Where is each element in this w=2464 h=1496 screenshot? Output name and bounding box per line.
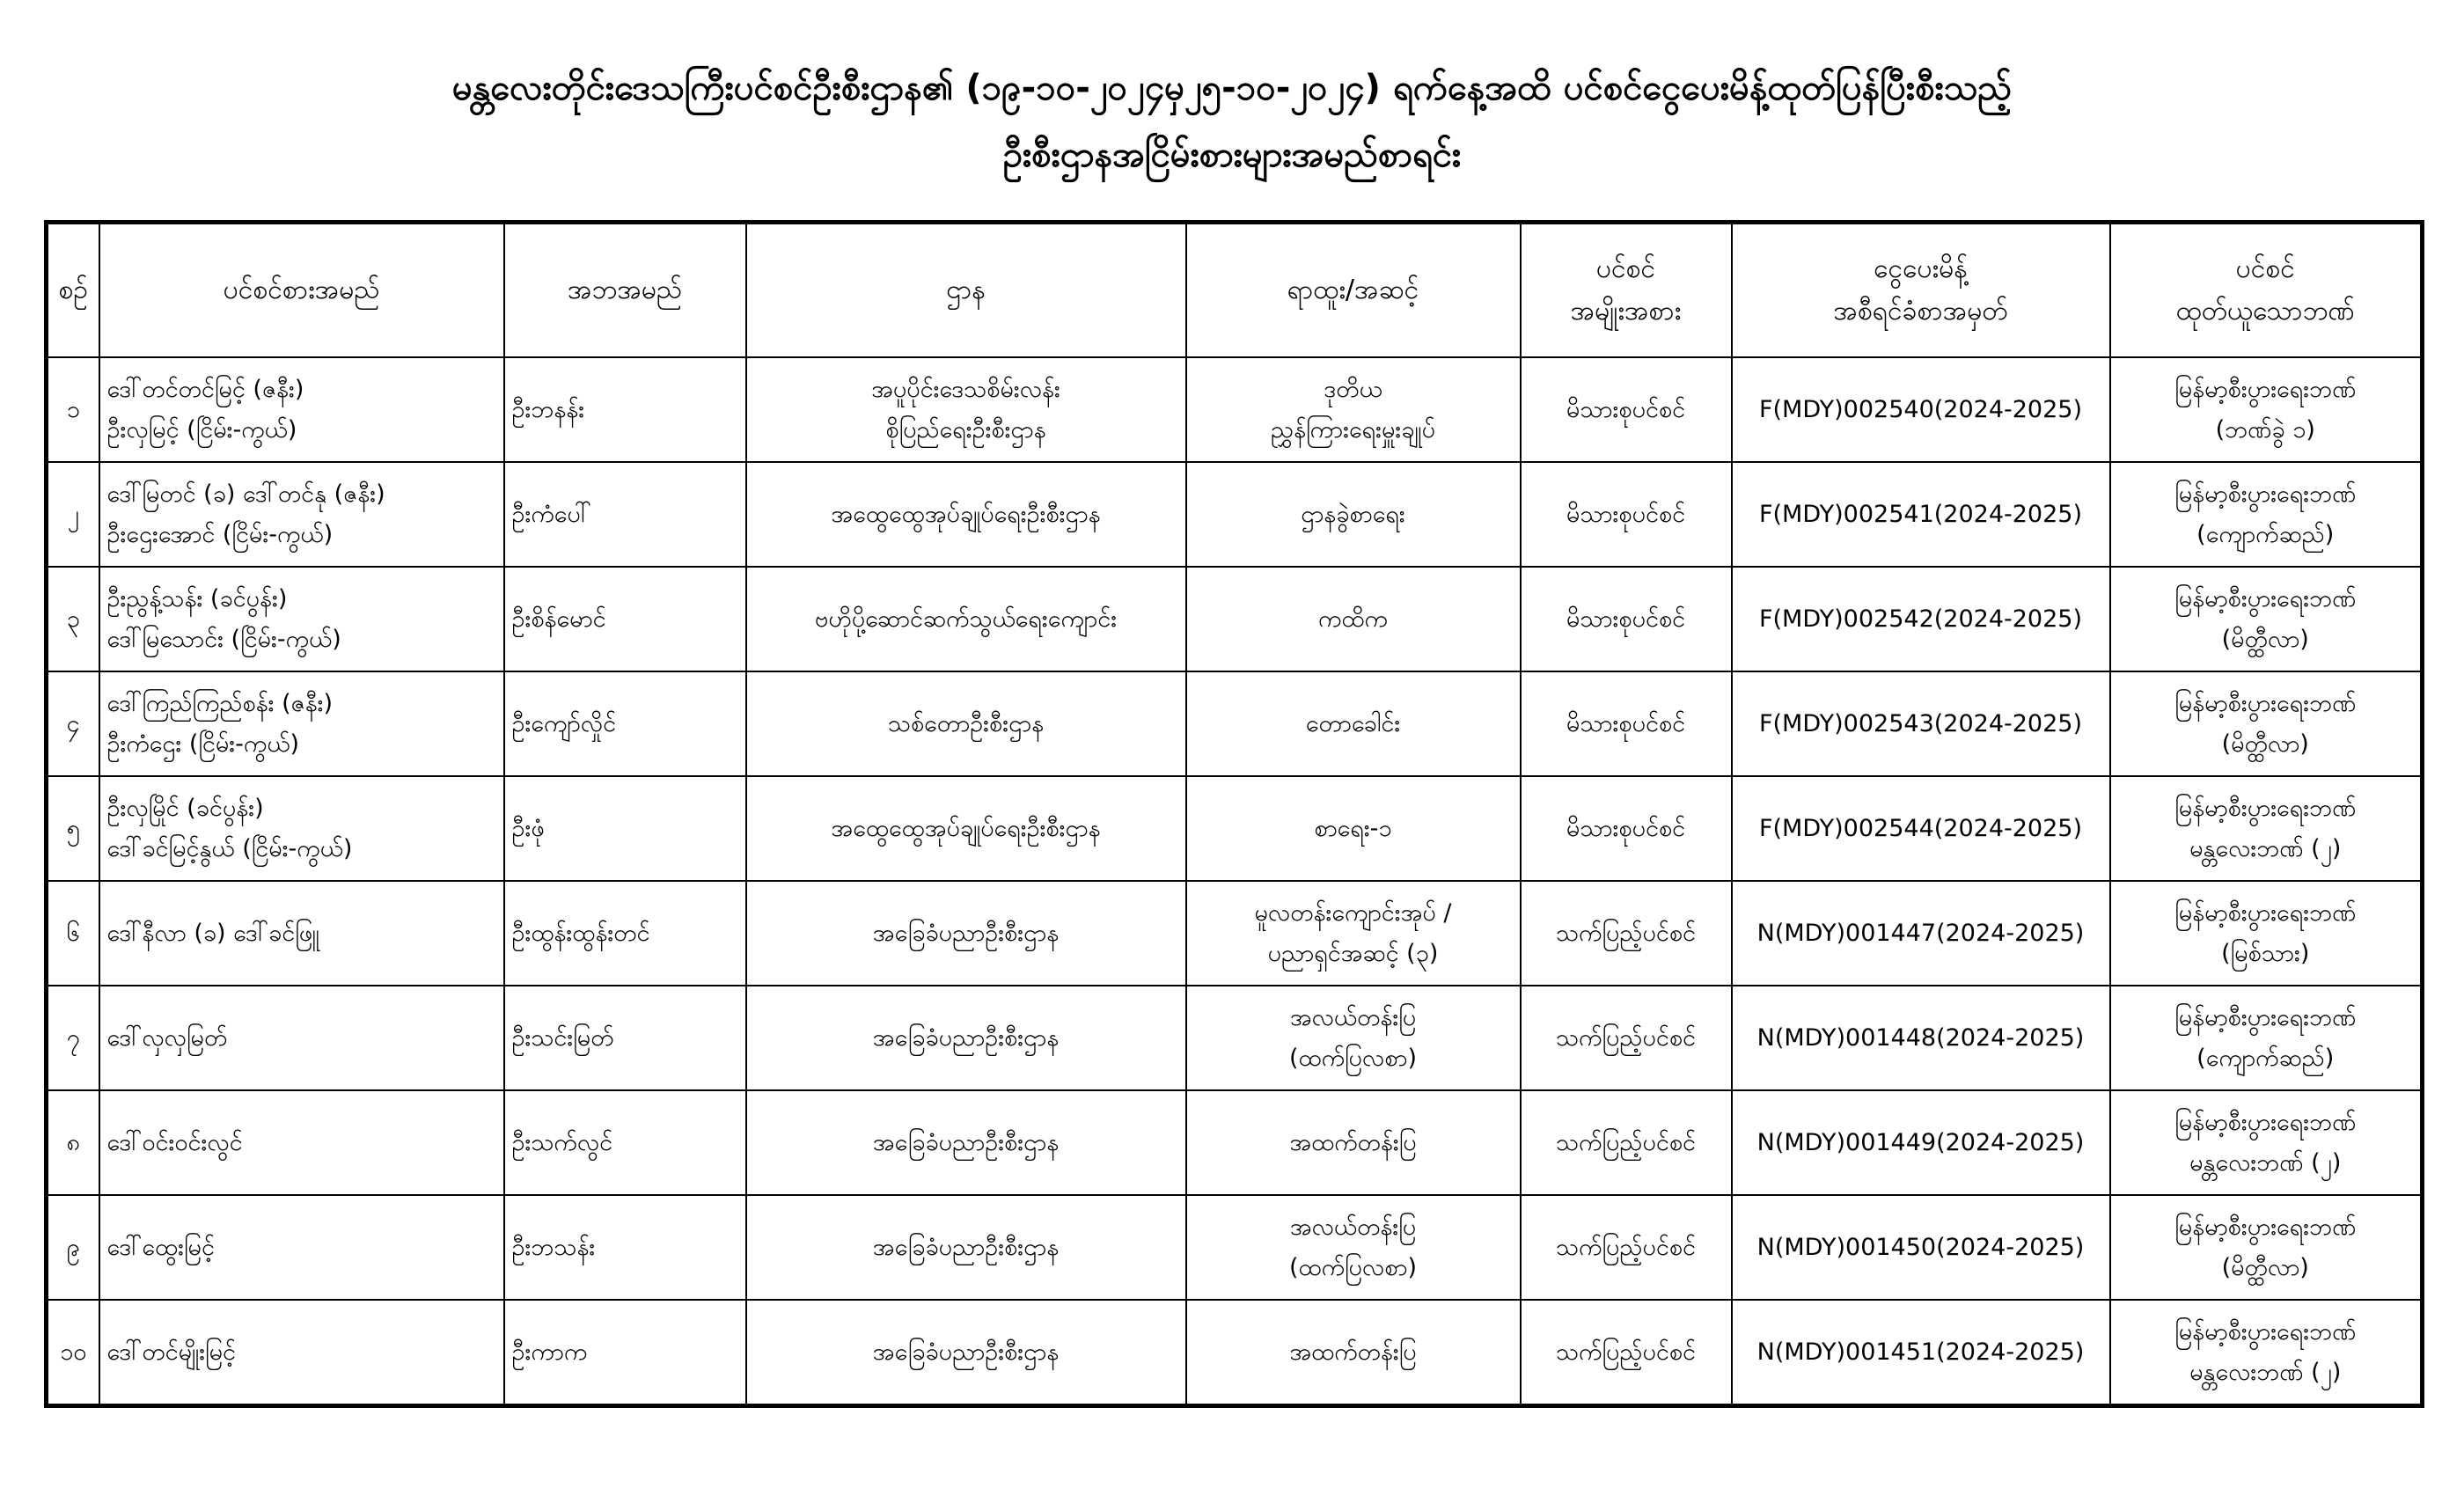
cell-father-name: ဦးသင်းမြတ် bbox=[504, 986, 746, 1090]
cell-department bbox=[746, 776, 1186, 881]
cell-certificate-number: F(MDY)002543(2024-2025) bbox=[1732, 671, 2110, 776]
bank-line-2: (ကျောက်ဆည်) bbox=[2196, 520, 2335, 548]
pensioner-name-line-2: ဦးဌေးအောင် (ငြိမ်း-ကွယ်) bbox=[106, 520, 334, 548]
table-row bbox=[47, 462, 2423, 567]
cell-pension-type: မိသားစုပင်စင် bbox=[1521, 671, 1732, 776]
bank-line-1: မြန်မာ့စီးပွားရေးဘဏ် bbox=[2174, 584, 2357, 612]
bank-line-2: မန္တလေးဘဏ် (၂) bbox=[2189, 834, 2342, 862]
header-pension-type-line-2: အမျိုးအစား bbox=[1570, 296, 1682, 326]
cell-certificate-number: F(MDY)002541(2024-2025) bbox=[1732, 462, 2110, 567]
cell-serial: ၈ bbox=[47, 1090, 99, 1195]
department-line-1: အခြေခံပညာဦးစီးဌာန bbox=[872, 1338, 1060, 1366]
department-line-1: အထွေထွေအုပ်ချုပ်ရေးဦးစီးဌာန bbox=[831, 500, 1101, 528]
pensioner-name-line-1: ဒေါ်မြတင် (ခ) ဒေါ်တင်နု (ဇနီး) bbox=[106, 480, 385, 508]
table-row bbox=[47, 776, 2423, 881]
cell-serial: ၁၀ bbox=[47, 1300, 99, 1406]
table-row bbox=[47, 1090, 2423, 1195]
cell-pension-type: သက်ပြည့်ပင်စင် bbox=[1521, 1195, 1732, 1300]
cell-bank bbox=[2110, 462, 2423, 567]
bank-line-1: မြန်မာ့စီးပွားရေးဘဏ် bbox=[2174, 375, 2357, 403]
department-line-1: အပူပိုင်းဒေသစိမ်းလန်း bbox=[871, 375, 1060, 403]
cell-rank bbox=[1186, 462, 1521, 567]
rank-line-1: စာရေး-၁ bbox=[1314, 814, 1392, 842]
cell-father-name: ဦးကျော်လှိုင် bbox=[504, 671, 746, 776]
pensioner-name-line-1: ဦးညွန့်သန်း (ခင်ပွန်း) bbox=[106, 584, 288, 612]
cell-serial: ၁ bbox=[47, 357, 99, 462]
department-line-1: အခြေခံပညာဦးစီးဌာန bbox=[872, 1023, 1060, 1052]
header-serial: စဉ် bbox=[47, 223, 99, 358]
rank-line-1: ကထိက bbox=[1318, 605, 1388, 633]
cell-pension-type: သက်ပြည့်ပင်စင် bbox=[1521, 986, 1732, 1090]
cell-father-name: ဦးကံပေါ် bbox=[504, 462, 746, 567]
department-line-1: ဗဟိုပို့ဆောင်ဆက်သွယ်ရေးကျောင်း bbox=[814, 605, 1118, 633]
bank-line-2: (မိတ္ထီလာ) bbox=[2221, 625, 2309, 653]
pensioner-name-line-1: ဒေါ်တင်မျိုးမြင့် bbox=[106, 1338, 236, 1366]
cell-rank bbox=[1186, 1195, 1521, 1300]
bank-line-2: (မိတ္ထီလာ) bbox=[2221, 730, 2309, 758]
rank-line-1: အထက်တန်းပြ bbox=[1289, 1128, 1417, 1156]
cell-pensioner-name bbox=[99, 357, 504, 462]
cell-pensioner-name bbox=[99, 1090, 504, 1195]
pensioner-name-line-2: ဒေါ်ခင်မြင့်နွယ် (ငြိမ်း-ကွယ်) bbox=[106, 834, 353, 862]
department-line-1: သစ်တောဦးစီးဌာန bbox=[887, 709, 1045, 737]
cell-father-name: ဦးစိန်မောင် bbox=[504, 567, 746, 671]
department-line-1: အခြေခံပညာဦးစီးဌာန bbox=[872, 1233, 1060, 1261]
rank-line-2: ညွှန်ကြားရေးမှူးချုပ် bbox=[1270, 415, 1436, 444]
pensioner-name-line-1: ဒေါ်ထွေးမြင့် bbox=[106, 1233, 215, 1261]
header-pension-type bbox=[1521, 223, 1732, 358]
cell-pensioner-name bbox=[99, 671, 504, 776]
bank-line-1: မြန်မာ့စီးပွားရေးဘဏ် bbox=[2174, 898, 2357, 927]
table-row bbox=[47, 671, 2423, 776]
cell-bank bbox=[2110, 357, 2423, 462]
cell-pensioner-name bbox=[99, 462, 504, 567]
pensioner-name-line-2: ဦးကံဌေး (ငြိမ်း-ကွယ်) bbox=[106, 730, 300, 758]
cell-rank bbox=[1186, 986, 1521, 1090]
pensioner-name-line-1: ဒေါ်နီလာ (ခ) ဒေါ်ခင်ဖြူ bbox=[106, 919, 319, 947]
bank-line-1: မြန်မာ့စီးပွားရေးဘဏ် bbox=[2174, 1317, 2357, 1346]
cell-serial: ၆ bbox=[47, 881, 99, 986]
bank-line-2: (ဘဏ်ခွဲ ၁) bbox=[2215, 415, 2315, 444]
cell-father-name: ဦးဖုံ bbox=[504, 776, 746, 881]
cell-pensioner-name bbox=[99, 1195, 504, 1300]
rank-line-1: အလယ်တန်းပြ bbox=[1289, 1213, 1417, 1241]
cell-certificate-number: F(MDY)002542(2024-2025) bbox=[1732, 567, 2110, 671]
cell-department bbox=[746, 1195, 1186, 1300]
rank-line-2: ပညာရှင်အဆင့် (၃) bbox=[1267, 939, 1439, 967]
header-department: ဌာန bbox=[746, 223, 1186, 358]
department-line-1: အခြေခံပညာဦးစီးဌာန bbox=[872, 919, 1060, 947]
cell-certificate-number: F(MDY)002540(2024-2025) bbox=[1732, 357, 2110, 462]
rank-line-2: (ထက်ပြလစာ) bbox=[1288, 1253, 1418, 1281]
cell-department bbox=[746, 881, 1186, 986]
cell-bank bbox=[2110, 1300, 2423, 1406]
cell-father-name: ဦးဘနန်း bbox=[504, 357, 746, 462]
pensioner-name-line-1: ဒေါ်တင်တင်မြင့် (ဇနီး) bbox=[106, 375, 304, 403]
bank-line-2: (မိတ္ထီလာ) bbox=[2221, 1253, 2309, 1281]
header-bank-line-1: ပင်စင် bbox=[2235, 253, 2295, 284]
bank-line-1: မြန်မာ့စီးပွားရေးဘဏ် bbox=[2174, 480, 2357, 508]
table-header-row bbox=[47, 223, 2423, 358]
cell-rank bbox=[1186, 567, 1521, 671]
header-certificate-number bbox=[1732, 223, 2110, 358]
bank-line-2: မန္တလေးဘဏ် (၂) bbox=[2189, 1358, 2342, 1386]
table-row bbox=[47, 986, 2423, 1090]
cell-rank bbox=[1186, 776, 1521, 881]
cell-rank bbox=[1186, 1090, 1521, 1195]
bank-line-1: မြန်မာ့စီးပွားရေးဘဏ် bbox=[2174, 794, 2357, 822]
table-row bbox=[47, 567, 2423, 671]
bank-line-2: (မြစ်သား) bbox=[2221, 939, 2310, 967]
cell-bank bbox=[2110, 881, 2423, 986]
cell-rank bbox=[1186, 671, 1521, 776]
cell-pensioner-name bbox=[99, 776, 504, 881]
bank-line-2: မန္တလေးဘဏ် (၂) bbox=[2189, 1148, 2342, 1177]
cell-certificate-number: N(MDY)001451(2024-2025) bbox=[1732, 1300, 2110, 1406]
pensioner-name-line-1: ဦးလှမြိုင် (ခင်ပွန်း) bbox=[106, 794, 264, 822]
title-line-1: မန္တလေးတိုင်းဒေသကြီးပင်စင်ဦးစီးဌာန၏ (၁၉-၁၀-၂၀၂၄မှ၂၅-၁၀-၂၀၂၄) ရက်နေ့အထိ ပင်စင်ငွေပေးမိန့်ထုတ်ပြန်ပြီးစီးသည့် bbox=[451, 68, 2013, 108]
cell-pension-type: သက်ပြည့်ပင်စင် bbox=[1521, 881, 1732, 986]
cell-rank bbox=[1186, 357, 1521, 462]
cell-department bbox=[746, 567, 1186, 671]
cell-department bbox=[746, 1090, 1186, 1195]
title-line-2: ဦးစီးဌာနအငြိမ်းစားများအမည်စာရင်း bbox=[1002, 135, 1462, 175]
table-row bbox=[47, 1195, 2423, 1300]
header-pension-type-line-1: ပင်စင် bbox=[1595, 253, 1656, 284]
bank-line-1: မြန်မာ့စီးပွားရေးဘဏ် bbox=[2174, 1003, 2357, 1031]
cell-pensioner-name bbox=[99, 986, 504, 1090]
pensioner-name-line-2: ဦးလှမြင့် (ငြိမ်း-ကွယ်) bbox=[106, 415, 297, 444]
cell-pensioner-name bbox=[99, 567, 504, 671]
cell-department bbox=[746, 357, 1186, 462]
cell-bank bbox=[2110, 671, 2423, 776]
header-certificate-line-2: အစီရင်ခံစာအမှတ် bbox=[1833, 296, 2008, 326]
pensioner-name-line-2: ဒေါ်မြသောင်း (ငြိမ်း-ကွယ်) bbox=[106, 625, 341, 653]
cell-serial: ၇ bbox=[47, 986, 99, 1090]
department-line-2: စိုပြည်ရေးဦးစီးဌာန bbox=[885, 415, 1046, 444]
cell-certificate-number: N(MDY)001447(2024-2025) bbox=[1732, 881, 2110, 986]
header-certificate-line-1: ငွေပေးမိန့် bbox=[1874, 253, 1968, 284]
department-line-1: အခြေခံပညာဦးစီးဌာန bbox=[872, 1128, 1060, 1156]
cell-pension-type: မိသားစုပင်စင် bbox=[1521, 462, 1732, 567]
cell-certificate-number: N(MDY)001449(2024-2025) bbox=[1732, 1090, 2110, 1195]
rank-line-2: (ထက်ပြလစာ) bbox=[1288, 1044, 1418, 1072]
cell-certificate-number: F(MDY)002544(2024-2025) bbox=[1732, 776, 2110, 881]
cell-certificate-number: N(MDY)001450(2024-2025) bbox=[1732, 1195, 2110, 1300]
bank-line-1: မြန်မာ့စီးပွားရေးဘဏ် bbox=[2174, 689, 2357, 717]
rank-line-1: မူလတန်းကျောင်းအုပ် / bbox=[1254, 898, 1452, 927]
cell-father-name: ဦးထွန်းထွန်းတင် bbox=[504, 881, 746, 986]
cell-department bbox=[746, 986, 1186, 1090]
cell-department bbox=[746, 462, 1186, 567]
header-rank: ရာထူး/အဆင့် bbox=[1186, 223, 1521, 358]
header-bank bbox=[2110, 223, 2423, 358]
cell-pension-type: မိသားစုပင်စင် bbox=[1521, 357, 1732, 462]
rank-line-1: တောခေါင်း bbox=[1305, 709, 1401, 737]
cell-serial: ၉ bbox=[47, 1195, 99, 1300]
bank-line-2: (ကျောက်ဆည်) bbox=[2196, 1044, 2335, 1072]
cell-serial: ၂ bbox=[47, 462, 99, 567]
cell-pensioner-name bbox=[99, 1300, 504, 1406]
cell-pension-type: မိသားစုပင်စင် bbox=[1521, 776, 1732, 881]
pensioner-name-line-1: ဒေါ်ဝင်းဝင်းလွင် bbox=[106, 1128, 243, 1156]
table-row bbox=[47, 1300, 2423, 1406]
header-father-name: အဘအမည် bbox=[504, 223, 746, 358]
cell-pension-type: မိသားစုပင်စင် bbox=[1521, 567, 1732, 671]
cell-department bbox=[746, 671, 1186, 776]
cell-rank bbox=[1186, 881, 1521, 986]
pensioner-name-line-1: ဒေါ်ကြည်ကြည်စန်း (ဇနီး) bbox=[106, 689, 334, 717]
table-body bbox=[47, 357, 2423, 1406]
pensioner-name-line-1: ဒေါ်လှလှမြတ် bbox=[106, 1023, 228, 1052]
document-title bbox=[0, 55, 2464, 188]
cell-serial: ၅ bbox=[47, 776, 99, 881]
cell-pension-type: သက်ပြည့်ပင်စင် bbox=[1521, 1300, 1732, 1406]
rank-line-1: အထက်တန်းပြ bbox=[1289, 1338, 1417, 1366]
header-pensioner-name: ပင်စင်စားအမည် bbox=[99, 223, 504, 358]
cell-father-name: ဦးသက်လွင် bbox=[504, 1090, 746, 1195]
cell-serial: ၄ bbox=[47, 671, 99, 776]
cell-bank bbox=[2110, 986, 2423, 1090]
cell-pensioner-name bbox=[99, 881, 504, 986]
cell-bank bbox=[2110, 776, 2423, 881]
cell-serial: ၃ bbox=[47, 567, 99, 671]
cell-department bbox=[746, 1300, 1186, 1406]
rank-line-1: အလယ်တန်းပြ bbox=[1289, 1003, 1417, 1031]
cell-father-name: ဦးဘသန်း bbox=[504, 1195, 746, 1300]
department-line-1: အထွေထွေအုပ်ချုပ်ရေးဦးစီးဌာန bbox=[831, 814, 1101, 842]
rank-line-1: ဌာနခွဲစာရေး bbox=[1301, 500, 1405, 528]
cell-father-name: ဦးကာက bbox=[504, 1300, 746, 1406]
table-row bbox=[47, 881, 2423, 986]
cell-rank bbox=[1186, 1300, 1521, 1406]
table-row bbox=[47, 357, 2423, 462]
cell-pension-type: သက်ပြည့်ပင်စင် bbox=[1521, 1090, 1732, 1195]
pensioner-table bbox=[44, 220, 2424, 1408]
header-bank-line-2: ထုတ်ယူသောဘဏ် bbox=[2175, 296, 2355, 326]
cell-bank bbox=[2110, 567, 2423, 671]
cell-certificate-number: N(MDY)001448(2024-2025) bbox=[1732, 986, 2110, 1090]
cell-bank bbox=[2110, 1090, 2423, 1195]
bank-line-1: မြန်မာ့စီးပွားရေးဘဏ် bbox=[2174, 1108, 2357, 1136]
bank-line-1: မြန်မာ့စီးပွားရေးဘဏ် bbox=[2174, 1213, 2357, 1241]
rank-line-1: ဒုတိယ bbox=[1324, 375, 1382, 403]
cell-bank bbox=[2110, 1195, 2423, 1300]
